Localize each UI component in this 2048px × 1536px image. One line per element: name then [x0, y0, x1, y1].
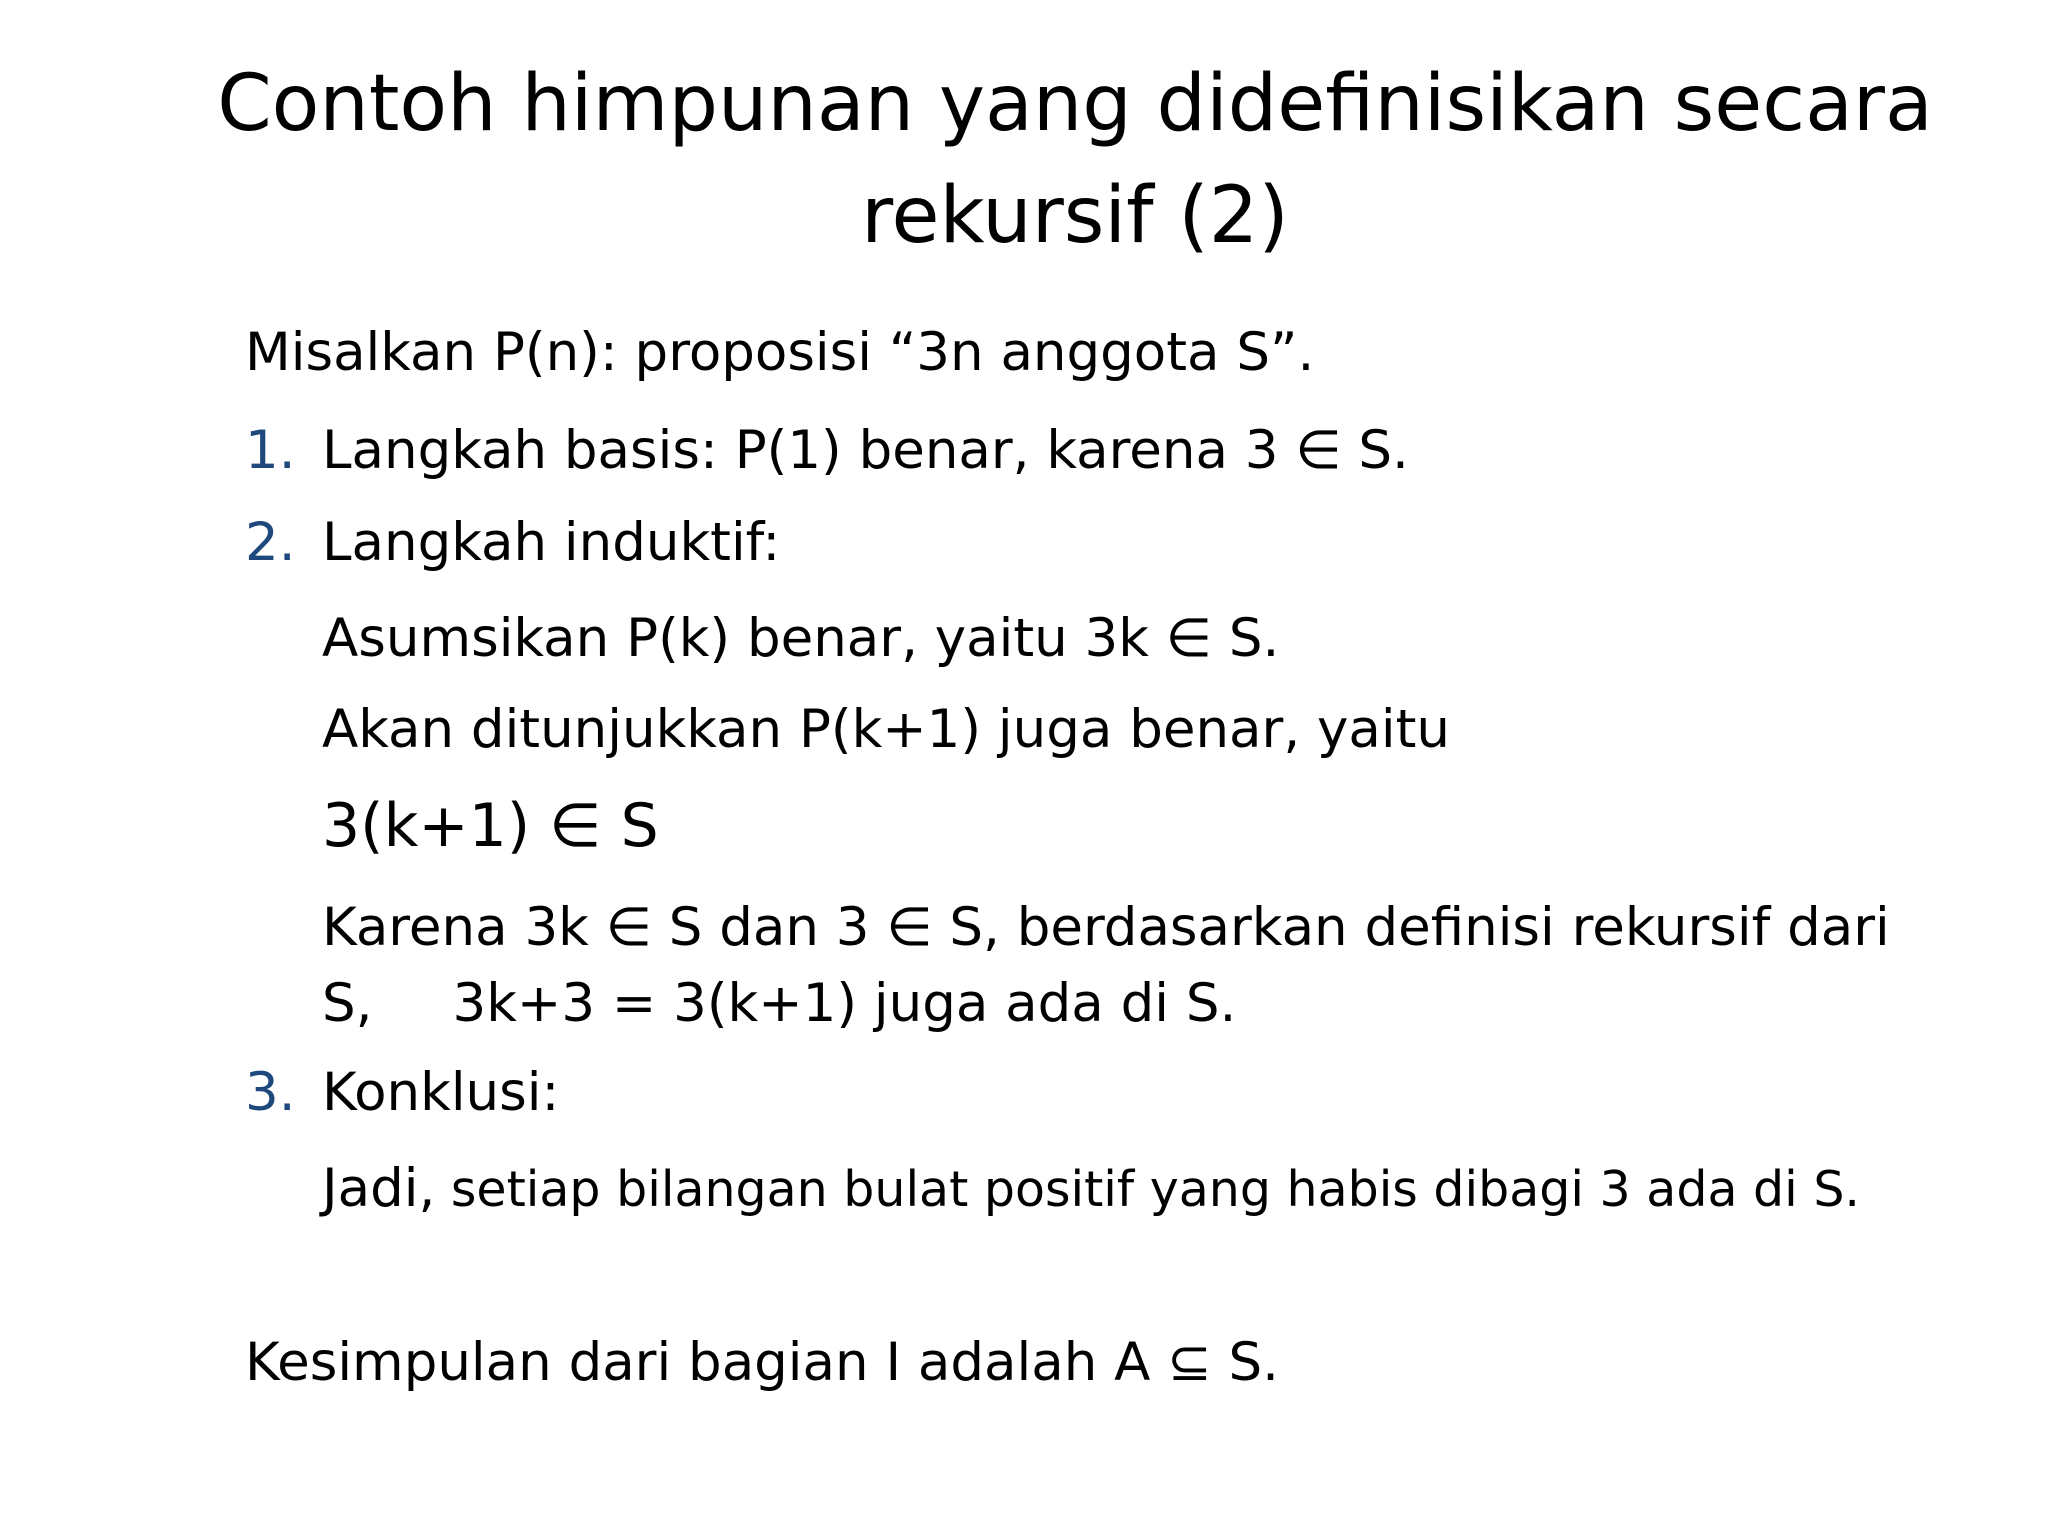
inductive-target: 3(k+1) ∈ S	[322, 791, 659, 861]
list-number-3: 3.	[245, 1062, 296, 1123]
inductive-goal: Akan ditunjukkan P(k+1) juga benar, yaitu	[322, 699, 1450, 760]
summary-text: Kesimpulan dari bagian I adalah A ⊆ S.	[245, 1332, 1280, 1393]
conclusion-statement: setiap bilangan bulat positif yang habis dibagi 3 ada di S.	[435, 1161, 1861, 1218]
conclusion-text	[322, 1156, 1860, 1223]
list-item-conclusion: Konklusi:	[322, 1062, 560, 1123]
reason-set-label: S,	[322, 973, 373, 1034]
list-number-1: 1.	[245, 420, 296, 481]
inductive-reason-line-1: Karena 3k ∈ S dan 3 ∈ S, berdasarkan definisi rekursif dari	[322, 897, 1890, 958]
list-item-inductive: Langkah induktif:	[322, 512, 781, 573]
slide-title-line-1: Contoh himpunan yang didefinisikan secara	[217, 59, 1933, 149]
list-number-2: 2.	[245, 512, 296, 573]
conclusion-jadi: Jadi,	[322, 1158, 436, 1219]
slide-title-line-2: rekursif (2)	[861, 171, 1289, 261]
intro-text: Misalkan P(n): proposisi “3n anggota S”.	[245, 322, 1315, 383]
list-item-basis: Langkah basis: P(1) benar, karena 3 ∈ S.	[322, 420, 1409, 481]
reason-equation: 3k+3 = 3(k+1) juga ada di S.	[452, 973, 1237, 1034]
inductive-assumption: Asumsikan P(k) benar, yaitu 3k ∈ S.	[322, 608, 1280, 669]
inductive-reason-line-2	[322, 971, 1236, 1037]
